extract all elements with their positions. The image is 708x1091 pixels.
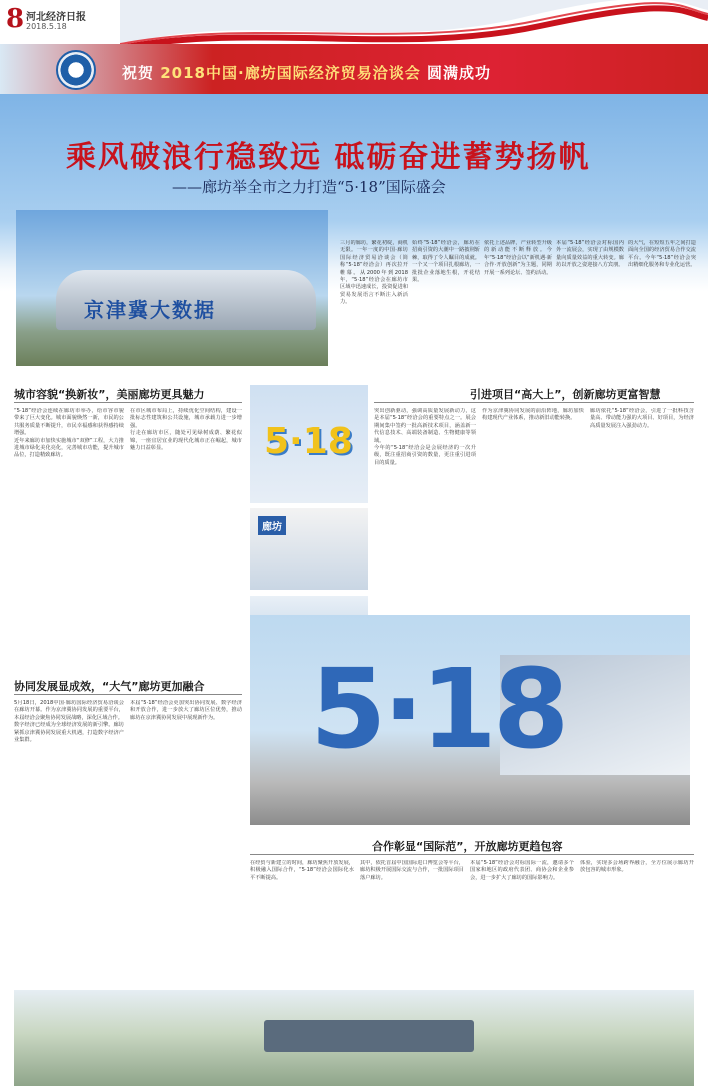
paragraph: 数字经济已经成为全球经济发展的新引擎。廊坊紧抓京津冀协同发展重大机遇，打造数字经济产业集群。: [14, 722, 124, 744]
expo-emblem-icon: [56, 50, 96, 90]
paragraph: 突出创新驱动，强调高质量发展新动力，这是本届“5·18”经洽会的重要特点之一。展会期间集中签约一批高新技术项目，涵盖新一代信息技术、高端装备制造、生物健康等领域。: [374, 408, 476, 444]
article-column: [130, 700, 242, 984]
518-sculpture-photo: [250, 385, 368, 503]
section-rule: [250, 854, 694, 855]
paragraph: 作为京津冀协同发展的前沿阵地，廊坊加快构建现代产业体系，推动新旧动能转换。: [482, 408, 584, 422]
hero-column: 依托上述品牌，产业转型升级的新动能不断释放。今年“5·18”经洽会以“新机遇·新合作·开放创新”为主题，同期开展一系列论坛、签约活动。: [484, 240, 552, 276]
exhibition-roof: [264, 1020, 474, 1052]
headline-subtitle: ——廊坊举全市之力打造“5·18”国际盛会: [172, 178, 446, 196]
hero-column: 的大气，在短短五年之间打造面向全国的经济贸易合作交流平台。今年“5·18”经洽会突出精细化服务和专业化运营。: [628, 240, 696, 269]
paragraph: 5月18日，2018中国·廊坊国际经济贸易洽谈会在廊坊开幕。作为京津冀协同发展的重要平台，本届经洽会聚焦协同发展战略，深化区域合作。: [14, 700, 124, 721]
article-column: [580, 860, 694, 984]
banner-suffix: 圆满成功: [426, 64, 491, 82]
paragraph: 行走在廊坊市区，随处可见绿树成荫、繁花似锦，一座宜居宜业的现代化城市正在崛起，城市魅力日益彰显。: [130, 430, 242, 452]
paragraph: 近年来廊坊市加快实施城市“双修”工程，大力推进城市绿化美化亮化，完善城市功能，提升城市品位，打造精致廊坊。: [14, 437, 124, 459]
paragraph: 今年的“5·18”经洽会是会展经济的一次升级，既注重招商引资的数量，更注重引进项目的质量。: [374, 445, 476, 466]
518-plaza-photo: [250, 615, 690, 825]
langfang-sign: 廊坊: [258, 516, 286, 535]
paper-name: 河北经济日报: [26, 12, 86, 23]
expo-center-photo: [16, 210, 328, 366]
article-column: [590, 408, 694, 613]
paragraph: 本届“5·18”经洽会对标国际一流，邀请多个国家和地区的政府代表团、商协会和企业参会，进一步扩大了廊坊的国际影响力。: [470, 860, 574, 881]
paragraph: 体验，实现多会场跨界融合，全方位展示廊坊开放包容的城市形象。: [580, 860, 694, 874]
plaza-518-sculpture: 5·18: [310, 645, 566, 773]
article-column: [482, 408, 584, 613]
paragraph: 本届“5·18”经洽会更加突出协同发展、数字经济和开放合作，进一步放大了廊坊区位优势，推动廊坊在京津冀协同发展中展现新作为。: [130, 700, 242, 721]
expo-hall-photo: [250, 508, 368, 590]
aerial-city-photo: [14, 990, 694, 1086]
section-heading-city: 城市容貌“换新妆”，美丽廊坊更具魅力: [14, 388, 205, 401]
banner-main: 2018中国·廊坊国际经济贸易洽谈会: [160, 64, 421, 82]
section-heading-hightech: 引进项目“高大上”，创新廊坊更富智慧: [470, 388, 661, 401]
518-logo: 5·18: [264, 421, 353, 462]
banner-prefix: 祝贺: [122, 64, 155, 82]
page-number: 8: [6, 4, 25, 34]
paragraph: 在市区城市布局上，持续优化空间结构，建设一批标志性建筑和公共设施，城市承载力进一步增强。: [130, 408, 242, 429]
banner-text: [122, 62, 491, 83]
article-column: [360, 860, 464, 984]
hero-column: 本届“5·18”经洽会对标国内外一流展会，实现了由规模数量向质量效益的重大转变。廊坊以开放之姿迎接八方宾朋。: [556, 240, 624, 269]
article-column: [14, 700, 124, 984]
section-heading-coordination: 协同发展显成效，“大气”廊坊更加融合: [14, 680, 205, 693]
section-rule: [14, 694, 242, 695]
issue-date: 2018.5.18: [26, 22, 67, 31]
article-column: [374, 408, 476, 613]
building-sign: 京津冀大数据: [84, 298, 216, 322]
section-rule: [14, 402, 242, 403]
paragraph: 廊坊依托“5·18”经洽会，引进了一批科技含量高、带动能力强的大项目、好项目，为经济高质量发展注入强劲动力。: [590, 408, 694, 429]
paragraph: 在经贸与新建立的时间，廊坊聚焦开放发展，积极融入国际合作，“5·18”经洽会国际化水平不断提高。: [250, 860, 354, 881]
hero-column: 三月的廊坊，繁花初绽，商机无限。一年一度的中国·廊坊国际经济贸易洽谈会（简称“5·18”经洽会）再次拉开帷幕。从2000年到2018年，“5·18”经洽会在廊坊市区域中迅速成长，投资促进和贸易发展语言不断注入新活力。: [340, 240, 408, 306]
paragraph: 其中，依托首届中国国际进口博览会等平台，廊坊积极开展国际交流与合作，一批国际项目落户廊坊。: [360, 860, 464, 881]
red-wave-decoration: [120, 0, 708, 50]
article-column: [14, 408, 124, 670]
section-rule: [374, 402, 694, 403]
paragraph: “5·18”经洽会连续在廊坊市举办，给市容市貌带来了巨大变化。城市面貌焕然一新，市民的公共服务质量不断提升，市民幸福感和获得感持续增强。: [14, 408, 124, 437]
article-column: [250, 860, 354, 984]
article-column: [470, 860, 574, 984]
article-column: [130, 408, 242, 670]
hero-column: 始终“5·18”经洽会，廊坊在招商引资的大潮中一路披荆斩棘，取得了令人瞩目的成就。一个又一个项目扎根廊坊，一批批企业落地生根，开花结果。: [412, 240, 480, 284]
headline-title: 乘风破浪行稳致远 砥砺奋进蓄势扬帆: [66, 140, 591, 175]
masthead: [0, 0, 708, 50]
section-heading-international: 合作彰显“国际范”，开放廊坊更趋包容: [372, 840, 563, 853]
